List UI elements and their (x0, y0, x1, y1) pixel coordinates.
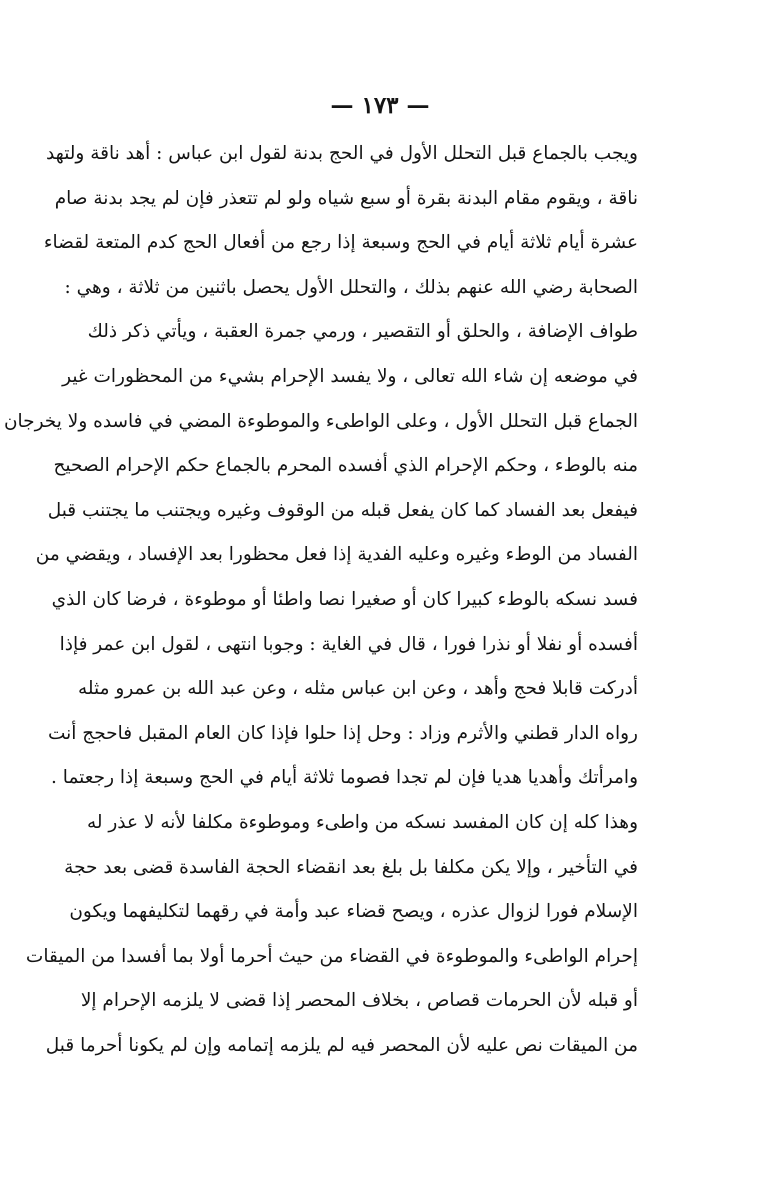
text-line: في موضعه إن شاء الله تعالى ، ولا يفسد الإحرام بشيء من المحظورات غير (62, 365, 638, 387)
text-line: في التأخير ، وإلا يكن مكلفا بل بلغ بعد انقضاء الحجة الفاسدة قضى بعد حجة (64, 856, 638, 878)
text-line: وهذا كله إن كان المفسد نسكه من واطىء وموطوءة مكلفا لأنه لا عذر له (86, 811, 638, 833)
text-line: ناقة ، ويقوم مقام البدنة بقرة أو سبع شياه ولو لم تتعذر فإن لم يجد بدنة صام (54, 187, 638, 209)
text-line: الفساد من الوطء وغيره وعليه الفدية إذا فعل محظورا بعد الإفساد ، ويقضي من (35, 544, 638, 566)
text-line: فيفعل بعد الفساد كما كان يفعل قبله من الوقوف وغيره ويجتنب ما يجتنب قبل (47, 499, 638, 521)
text-line: طواف الإضافة ، والحلق أو التقصير ، ورمي جمرة العقبة ، ويأتي ذكر ذلك (87, 321, 638, 343)
text-line: أفسده أو نفلا أو نذرا فورا ، قال في الغاية : وجوبا انتهى ، لقول ابن عمر فإذا (59, 633, 638, 655)
text-line: إحرام الواطىء والموطوءة في القضاء من حيث أحرما أولا بما أفسدا من الميقات (25, 945, 638, 967)
text-line: الجماع قبل التحلل الأول ، وعلى الواطىء والموطوءة المضي في فاسده ولا يخرجان (3, 410, 638, 432)
text-line: الإسلام فورا لزوال عذره ، ويصح قضاء عبد وأمة في رقهما لتكليفهما ويكون (69, 901, 638, 923)
text-line: رواه الدار قطني والأثرم وزاد : وحل إذا حلوا فإذا كان العام المقبل فاحجج أنت (47, 722, 638, 744)
text-line: أدركت قابلا فحج وأهد ، وعن ابن عباس مثله ، وعن عبد الله بن عمرو مثله (77, 678, 638, 700)
text-line: عشرة أيام ثلاثة أيام في الحج وسبعة إذا رجع من أفعال الحج كدم المتعة لقضاء (43, 232, 638, 254)
text-line: منه بالوطء ، وحكم الإحرام الذي أفسده المحرم بالجماع حكم الإحرام الصحيح (53, 455, 638, 477)
text-line: فسد نسكه بالوطء كبيرا كان أو صغيرا نصا واطئا أو موطوءة ، فرضا كان الذي (51, 588, 638, 610)
text-line: وامرأتك وأهديا هديا فإن لم تجدا فصوما ثلاثة أيام في الحج وسبعة إذا رجعتما . (51, 767, 638, 789)
text-line: أو قبله لأن الحرمات قصاص ، بخلاف المحصر إذا قضى لا يلزمه الإحرام إلا (80, 990, 638, 1012)
body-text (3, 132, 638, 1068)
text-line: الصحابة رضي الله عنهم بذلك ، والتحلل الأول يحصل باثنين من ثلاثة ، وهي : (64, 276, 638, 298)
text-line: ويجب بالجماع قبل التحلل الأول في الحج بدنة لقول ابن عباس : أهد ناقة ولتهد (45, 143, 638, 164)
page-number: — ١٧٣ — (330, 92, 430, 119)
text-line: من الميقات نص عليه لأن المحصر فيه لم يلزمه إتمامه وإن لم يكونا أحرما قبل (45, 1034, 638, 1056)
